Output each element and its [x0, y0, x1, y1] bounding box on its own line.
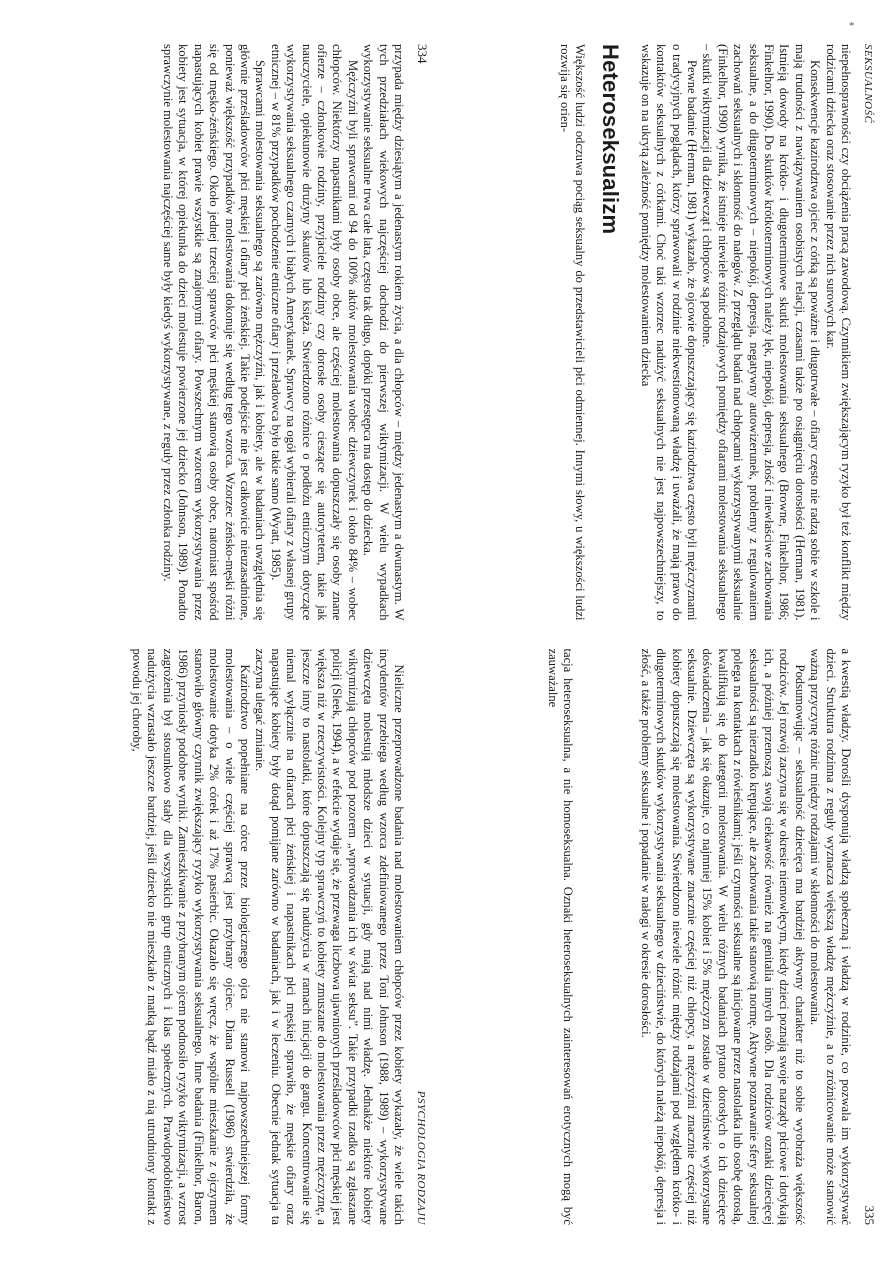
- paragraph: Konsekwencje kazirodztwa ojciec z córką są poważne i długotrwałe – ofiary często nie radzą sobie w szkole i mają trudności z nawiązywaniem osobistych relacji, czasami także po osiągnięciu dorosłości (Herman, 1981). Istnieją dowody na krótko- i długoterminowe skutki molestowania seksualnego (Browne, Finkelhor, 1986; Finkelhor, 1990). Do skutków krótkoterminowych należy lęk, niepokój, depresja, złość i niewłaściwe zachowania seksualne, a do długoterminowych – niepokój, depresja, negatywny autowizerunek, problemy z regulowaniem zachowań seksualnych i skłonność do nałogów. Z przeglądu badań nad chłopcami wykorzystywanymi seksualnie (Finkelhor, 1990) wynika, że istnieje niewiele różnic rodzajowych pomiędzy ofiarami molestowania seksualnego – skutki wiktymizacji dla dziewcząt i chłopców są podobne.: [700, 44, 823, 621]
- paragraph: Większość ludzi odczuwa pociąg seksualny do przedstawicieli płci odmiennej. Innymi słowy, u większości ludzi rozwija się orien-: [557, 44, 588, 621]
- page-left: [0, 0, 446, 1263]
- running-head: SEKSUALNOŚĆ: [862, 44, 874, 124]
- section-heading: Heteroseksualizm: [598, 44, 624, 235]
- paragraph: Nieliczne przeprowadzone badania nad molestowaniem chłopców przez kobiety wykazały, że wiele takich incydentów przebiega według wzorca zdefiniowanego przez Toni Johnson (1988, 1989) – wykorzystywane dziewczęta molestują młodsze dzieci w sytuacji, gdy mają nad nimi władzę. Jednakże niektóre kobiety wiktymizują chłopców pod pozorem „wprowadzania ich w świat seksu”. Takie przypadki rzadko są zgłaszane policji (Sleek, 1994), a w efekcie wydaje się, że przewaga liczbowa ujawnionych prześladowców płci męskiej jest większa niż w rzeczywistości. Kolejny typ sprawczyń to kobiety zmuszane do molestowania przez mężczyznę, a jeszcze inny to nastolatki, które dopuszczają się nadużycia w ramach inicjacji do gangu. Koncentrowanie się niemal wyłącznie na ofiarach płci żeńskiej i napastnikach płci męskiej sprawiło, że męskie ofiary oraz napastujące kobiety były dotąd pomijane zarówno w badaniach, jak i w leczeniu. Obecnie jednak sytuacja ta zaczyna ulegać zmianie.: [253, 648, 406, 1225]
- page-number: 335: [862, 1205, 877, 1225]
- paragraph: przypada między dziesiątym a jedenastym rokiem życia, a dla chłopców – między jedenastym a dwunastym. W tych przedziałach wiekowych najczęściej dochodzi do pierwszej wiktymizacji. W wielu wypadkach wykorzystywanie seksualne trwa całe lata, często tak długo, dopóki przestępca ma dostęp do dziecka.: [361, 44, 406, 621]
- page-number: 334: [415, 44, 430, 64]
- paragraph: Kazirodztwo popełniane na córce przez biologicznego ojca nie stanowi najpowszechniejszej formy molestowania – o wiele częściej sprawcą jest przybrany ojciec. Diana Russell (1986) stwierdziła, że molestowanie dotyka 2% córek i aż 17% pasierbic. Okazało się wręcz, że wspólne mieszkanie z ojczymem stanowiło główny czynnik zwiększający ryzyko wykorzystywania seksualnego. Inne badania (Finkelhor, Baron, 1986) przyniosły podobne wyniki. Zamieszkiwanie z przybranym ojcem podnosiło ryzyko wiktymizacji, a wzrost zagrożenia był stosunkowo stały dla wszystkich grup etnicznych i klas społecznych. Prawdopodobieństwo nadużycia wzrastało jeszcze bardziej, jeśli dziecko nie mieszkało z matką bądź miało z nią utrudniony kontakt z powodu jej choroby,: [130, 648, 252, 1225]
- text-column-1: [16, 44, 406, 621]
- paragraph: tacja heteroseksualna, a nie homoseksualna. Oznaki heteroseksualnych zainteresowań erotycznych mogą być zauważalne: [545, 648, 576, 1225]
- text-column-1: [463, 44, 853, 621]
- page-body: [463, 44, 853, 1225]
- text-column-2: [16, 649, 406, 1226]
- paragraph: Mężczyźni byli sprawcami od 94 do 100% aktów molestowania wobec dziewczynek i około 84% – wobec chłopców. Niektórzy napastnikami były osoby obce, ale częściej molestowania dopuszczały się osoby znane ofierze – członkowie rodziny, przyjaciele rodziny czy dorosłe osoby cieszące się autorytetem, takie jak nauczyciele, opiekunowie drużyny skautów lub księża. Stwierdzono różnice o podłożu etnicznym dotyczące wykorzystywania seksualnego czarnych i białych Amerykanek. Sprawcy na ogół wybierali ofiary z własnej grupy etnicznej – w 81% przypadków pochodzenie etniczne ofiary i przeładowca było takie samo (Wyatt, 1985).: [268, 44, 360, 621]
- corner-mark: *: [849, 20, 855, 32]
- page-header: [853, 44, 877, 1225]
- page-header: [406, 44, 430, 1225]
- paragraph: Pewne badanie (Herman, 1981) wykazało, że ojcowie dopuszczający się kazirodztwa często byli mężczyznami o tradycyjnych poglądach, którzy sprawowali w rodzinie niekwestionowaną władzę i uważali, że mają prawo do kontaktów seksualnych z córkami. Choć taki wzorzec nadużyć seksualnych nie jest najpowszechniejszy, to wskazuje on na ukrytą zależność pomiędzy molestowaniem dziecka: [638, 44, 699, 621]
- text-column-2: [463, 649, 853, 1226]
- paragraph: a kwestią władzy. Dorośli dysponują władzą społeczną i władzą w rodzinie, co pozwala im wykorzystywać dzieci. Struktura rodzinna z reguły wyznacza większą władzę mężczyźnie, a to zróżnicowanie może stanowić ważną przyczynę różnic między rodzajami w skłonności do molestowania.: [808, 648, 853, 1225]
- page-body: [16, 44, 406, 1225]
- running-head: PSYCHOLOGIA RODZAJU: [415, 1090, 427, 1225]
- paragraph: niepełnosprawności czy obciążenia pracą zawodową. Czynnikiem zwiększającym ryzyko był też konflikt między rodzicami dziecka oraz stosowanie przez nich surowych kar.: [823, 44, 853, 621]
- paragraph: Podsumowując – seksualność dziecięca ma bardziej aktywny charakter niż to sobie wyobraża większość rodziców. Jej rozwój zaczyna się w okresie niemowlęcym, kiedy dzieci poznają swoje narządy płciowe i dotykają ich, a później przenoszą swoją ciekawość również na genitalia innych osób. Dla rodziców oznaki dziecięcej seksualności są nierzadko krępujące, ale zachowania takie stanowią normę. Aktywne poznawanie sfery seksualnej polega na kontaktach z rówieśnikami; jeśli czynności seksualne są inicjowane przez nastolatka lub osobę dorosłą, kwalifikują się do kategorii molestowania. W wielu różnych badaniach pytano dorosłych o ich dziecięce doświadczenia – jak się okazuje, co najmniej 15% kobiet i 5% mężczyzn zostało w dzieciństwie wykorzystane seksualnie. Dziewczęta są wykorzystywane znacznie częściej niż chłopcy, a mężczyźni znacznie częściej niż kobiety dopuszczają się molestowania. Stwierdzono niewiele różnic między rodzajami pod względem krótko- i długoterminowych skutków wykorzystywania seksualnego w dzieciństwie, do których należą niepokój, depresja i złość, a także problemy seksualne i popadanie w nałogi w okresie dorosłości.: [638, 648, 807, 1225]
- page-right: [447, 0, 893, 1263]
- paragraph: Sprawcami molestowania seksualnego są zarówno mężczyźni, jak i kobiety, ale w badaniach uwzględnia się głównie prześladowców płci męskiej i ofiary płci żeńskiej. Takie podejście nie jest całkowicie nieuzasadnione, ponieważ większość przypadków molestowania dokonuje się według tego wzorca. Wzorzec żeńsko-męski różni się od męsko-żeńskiego. Około jednej trzeciej sprawców płci męskiej stanowią osoby obce, natomiast spośród napastujących kobiet prawie wszystkie są znajomymi ofiary. Powszechnym wzorcem wykorzystywania przez kobiety jest sytuacja, w której opiekunka do dzieci molestuje powierzone jej dziecko (Johnson, 1989). Ponadto sprawczynie molestowania najczęściej same były kiedyś wykorzystywane, z reguły przez członka rodziny.: [160, 44, 268, 621]
